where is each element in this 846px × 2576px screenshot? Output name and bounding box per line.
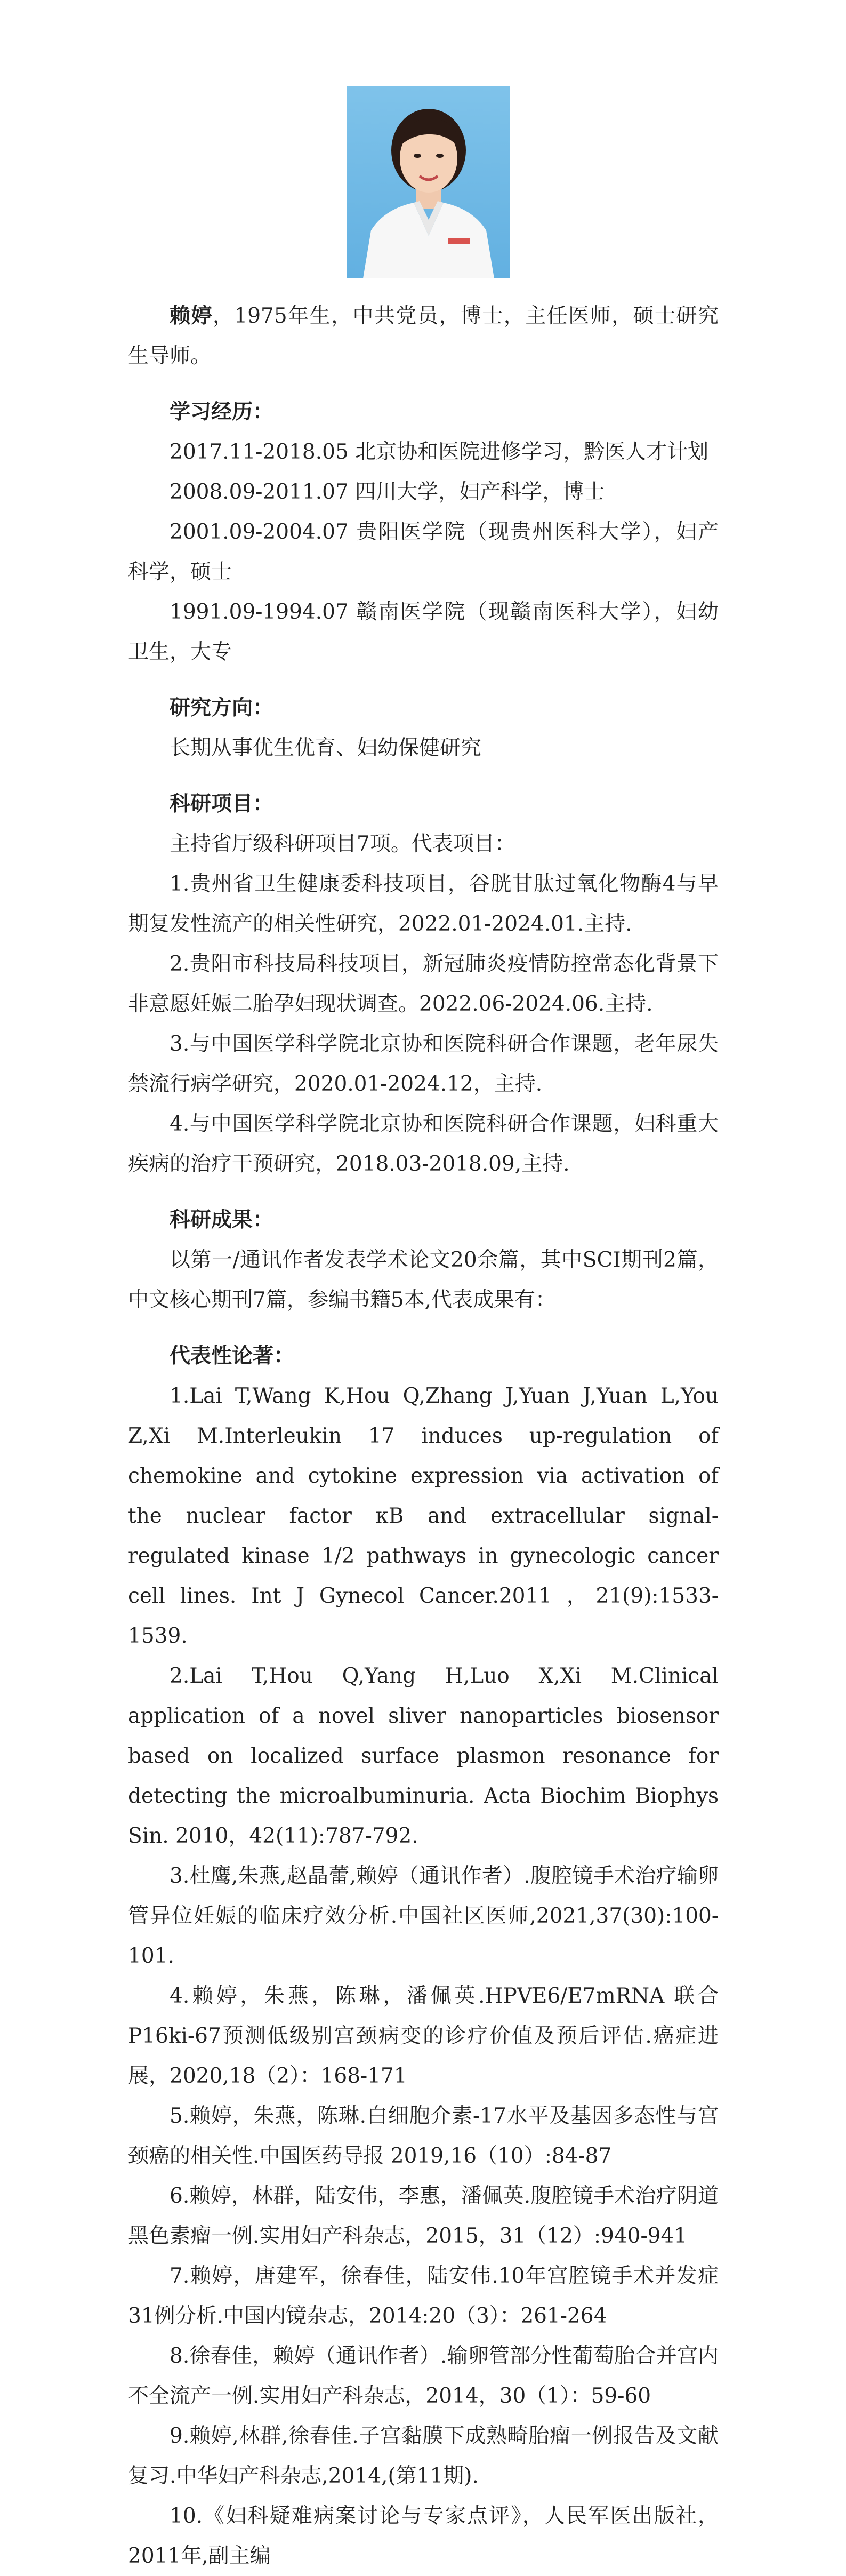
profile-content bbox=[128, 296, 719, 2576]
research-direction-heading: 研究方向： bbox=[170, 695, 274, 720]
paper-item: 5.赖婷，朱燕，陈琳.白细胞介素-17水平及基因多态性与宫颈癌的相关性.中国医药导报 2019,16（10）:84-87 bbox=[128, 2104, 719, 2168]
paper-item: 10.《妇科疑难病案讨论与专家点评》，人民军医出版社，2011年,副主编 bbox=[128, 2504, 719, 2568]
portrait-illustration bbox=[347, 86, 510, 278]
paper-item: 1.Lai T,Wang K,Hou Q,Zhang J,Yuan J,Yuan L,You Z,Xi M.Interleukin 17 induces up-regulation of chemokine and cytokine expression via activation of the nuclear factor κB and extracellular signal- regulated kinase 1/2 pathways in gynecologic cancer cell lines. Int J Gynecol Cancer.2011 ，21(9):1533-1539. bbox=[128, 1384, 719, 1648]
portrait-photo bbox=[347, 86, 510, 278]
project-item: 4.与中国医学科学院北京协和医院科研合作课题，妇科重大疾病的治疗干预研究，2018.03-2018.09,主持. bbox=[128, 1112, 719, 1176]
education-item: 2017.11-2018.05 北京协和医院进修学习，黔医人才计划 bbox=[170, 440, 709, 464]
profile-intro bbox=[128, 296, 719, 376]
education-item: 2001.09-2004.07 贵阳医学院（现贵州医科大学），妇产科学，硕士 bbox=[128, 520, 719, 584]
profile-intro-text: ，1975年生，中共党员，博士，主任医师，硕士研究生导师。 bbox=[128, 304, 719, 368]
projects-intro: 主持省厅级科研项目7项。代表项目： bbox=[170, 832, 515, 856]
paper-item: 2.Lai T,Hou Q,Yang H,Luo X,Xi M.Clinical application of a novel sliver nanoparticles biosensor based on localized surface plasmon resonance for detecting the microalbuminuria. Acta Biochim Biophys Sin. 2010，42(11):787-792. bbox=[128, 1664, 719, 1848]
projects-heading: 科研项目： bbox=[170, 791, 274, 816]
papers-heading: 代表性论著： bbox=[170, 1343, 295, 1368]
paper-item: 7.赖婷，唐建军，徐春佳，陆安伟.10年宫腔镜手术并发症31例分析.中国内镜杂志，2014:20（3）：261-264 bbox=[128, 2264, 719, 2328]
paper-item: 8.徐春佳，赖婷（通讯作者）.输卵管部分性葡萄胎合并宫内不全流产一例.实用妇产科杂志，2014，30（1）：59-60 bbox=[128, 2344, 719, 2408]
achievements-heading: 科研成果： bbox=[170, 1207, 274, 1232]
person-name: 赖婷 bbox=[170, 303, 213, 328]
project-item: 1.贵州省卫生健康委科技项目，谷胱甘肽过氧化物酶4与早期复发性流产的相关性研究，2022.01-2024.01.主持. bbox=[128, 872, 719, 936]
paper-item: 3.杜鹰,朱燕,赵晶蕾,赖婷（通讯作者）.腹腔镜手术治疗输卵管异位妊娠的临床疗效分析.中国社区医师,2021,37(30):100-101. bbox=[128, 1864, 719, 1968]
achievements-text: 以第一/通讯作者发表学术论文20余篇，其中SCI期刊2篇，中文核心期刊7篇，参编书籍5本,代表成果有： bbox=[128, 1248, 719, 1312]
paper-item: 6.赖婷，林群，陆安伟，李惠，潘佩英.腹腔镜手术治疗阴道黑色素瘤一例.实用妇产科杂志，2015，31（12）:940-941 bbox=[128, 2184, 719, 2248]
education-item: 1991.09-1994.07 赣南医学院（现赣南医科大学），妇幼卫生，大专 bbox=[128, 600, 719, 664]
project-item: 3.与中国医学科学院北京协和医院科研合作课题，老年尿失禁流行病学研究，2020.01-2024.12，主持. bbox=[128, 1032, 719, 1096]
education-item: 2008.09-2011.07 四川大学，妇产科学，博士 bbox=[170, 480, 605, 504]
paper-item: 4.赖婷，朱燕，陈琳，潘佩英.HPVE6/E7mRNA 联合P16ki-67预测低级别宫颈病变的诊疗价值及预后评估.癌症进展，2020,18（2）：168-171 bbox=[128, 1984, 719, 2088]
project-item: 2.贵阳市科技局科技项目，新冠肺炎疫情防控常态化背景下非意愿妊娠二胎孕妇现状调查。2022.06-2024.06.主持. bbox=[128, 952, 719, 1016]
research-direction-text: 长期从事优生优育、妇幼保健研究 bbox=[170, 736, 482, 760]
education-heading: 学习经历： bbox=[170, 399, 274, 424]
paper-item: 9.赖婷,林群,徐春佳.子宫黏膜下成熟畸胎瘤一例报告及文献复习.中华妇产科杂志,2014,(第11期). bbox=[128, 2424, 719, 2488]
